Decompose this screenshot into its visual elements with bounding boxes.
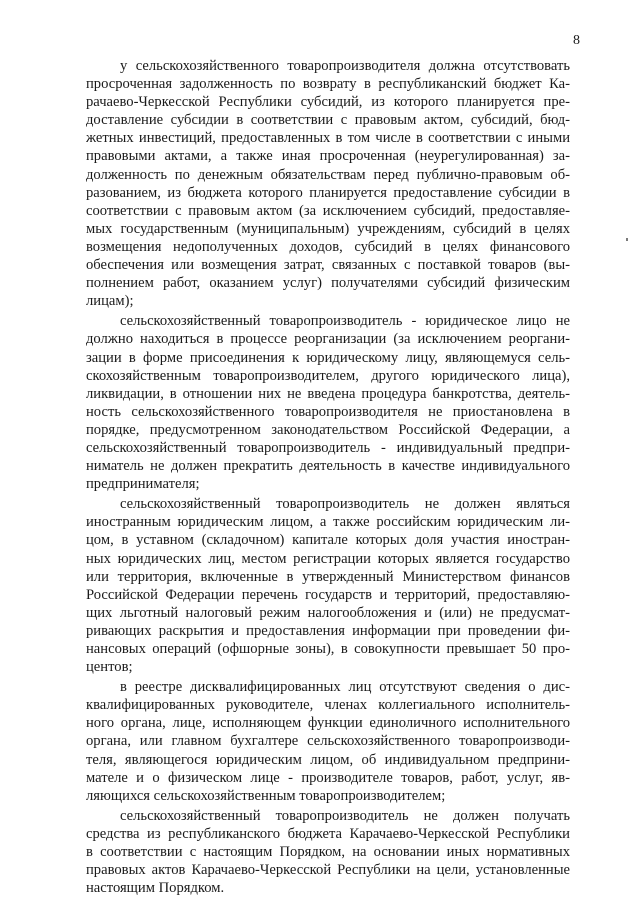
text-line: ность сельскохозяйственного товаропроизводителя не приостановлена в bbox=[86, 403, 570, 420]
text-line: Российской Федерации перечень государств и территорий, предоставляю- bbox=[86, 586, 570, 603]
text-line: ривающих раскрытия и предоставления информации при проведении фи- bbox=[86, 622, 570, 639]
text-line: зации в форме присоединения к юридическому лицу, являющемуся сель- bbox=[86, 349, 570, 366]
text-line: цом, в уставном (складочном) капитале которых доля участия иностран- bbox=[86, 532, 570, 549]
text-line: лицам); bbox=[86, 293, 134, 310]
paragraph bbox=[86, 495, 570, 676]
text-line: ляющихся сельскохозяйственным товаропроизводителем; bbox=[86, 787, 446, 804]
text-line: ных юридических лиц, местом регистрации которых является государство bbox=[86, 550, 570, 567]
text-line: доставление субсидии в соответствии с правовым актом, субсидий, бюд- bbox=[86, 112, 570, 129]
text-line: соответствии с правовым актом (за исключением субсидий, предоставляе- bbox=[86, 202, 570, 219]
text-line: органа, или главном бухгалтере сельскохозяйственного товаропроизводи- bbox=[86, 733, 570, 750]
text-line: рачаево-Черкесской Республики субсидий, из которого планируется пре- bbox=[86, 94, 570, 111]
text-line: правовых актов Карачаево-Черкесской Республики на цели, установленные bbox=[86, 862, 570, 879]
text-line: теля, являющегося юридическим лицом, об индивидуальном предприни- bbox=[86, 751, 570, 768]
text-line: сельскохозяйственный товаропроизводитель не должен являться bbox=[120, 496, 570, 513]
document-body bbox=[86, 57, 570, 897]
text-line: долженность по денежным обязательствам перед публично-правовым об- bbox=[86, 166, 570, 183]
text-line: сельскохозяйственный товаропроизводитель - юридическое лицо не bbox=[120, 313, 570, 330]
text-line: у сельскохозяйственного товаропроизводителя должна отсутствовать bbox=[120, 58, 570, 74]
text-line: настоящим Порядком. bbox=[86, 880, 225, 897]
text-line: скохозяйственным товаропроизводителем, другого юридического лица), bbox=[86, 367, 570, 384]
paragraph bbox=[86, 312, 570, 493]
text-line: обеспечения или возмещения затрат, связанных с поставкой товаров (вы- bbox=[86, 257, 570, 274]
text-line: порядке, предусмотренном законодательством Российской Федерации, а bbox=[86, 421, 570, 438]
text-line: нансовых операций (офшорные зоны), в совокупности превышает 50 про- bbox=[86, 641, 570, 657]
text-line: просроченная задолженность по возврату в республиканский бюджет Ка- bbox=[86, 76, 570, 93]
text-line: должно находиться в процессе реорганизации (за исключением реоргани- bbox=[86, 331, 570, 348]
paragraph bbox=[86, 57, 570, 310]
text-line: правовыми актами, а также иная просроченная (неурегулированная) за- bbox=[86, 148, 570, 165]
text-line: в соответствии с настоящим Порядком, на основании иных нормативных bbox=[86, 844, 570, 861]
text-line: возмещения недополученных доходов, субсидий в целях финансового bbox=[86, 238, 570, 255]
text-line: полнением работ, оказанием услуг) получателями субсидий физическим bbox=[86, 275, 570, 292]
paragraph bbox=[86, 807, 570, 897]
text-line: ного органа, лице, исполняющем функции единоличного исполнительного bbox=[86, 715, 570, 732]
text-line: мых государственным (муниципальным) учреждениям, субсидий в целях bbox=[86, 220, 570, 237]
text-line: сельскохозяйственный товаропроизводитель - индивидуальный предпри- bbox=[86, 439, 570, 456]
paragraph bbox=[86, 678, 570, 805]
text-line: разованием, из бюджета которого планируется предоставление субсидии в bbox=[86, 184, 570, 201]
text-line: сельскохозяйственный товаропроизводитель не должен получать bbox=[120, 807, 570, 824]
scan-speck bbox=[626, 238, 628, 241]
page-number: 8 bbox=[573, 33, 580, 48]
text-line: в реестре дисквалифицированных лиц отсутствуют сведения о дис- bbox=[120, 679, 570, 696]
text-line: или территория, включенные в утвержденный Министерством финансов bbox=[86, 568, 570, 585]
text-line: щих льготный налоговый режим налогообложения и (или) не предусмат- bbox=[86, 604, 570, 621]
text-line: ликвидации, в отношении них не введена процедура банкротства, деятель- bbox=[86, 385, 570, 402]
text-line: средства из республиканского бюджета Карачаево-Черкесской Республики bbox=[86, 825, 570, 842]
text-line: центов; bbox=[86, 659, 133, 676]
text-line: ниматель не должен прекратить деятельность в качестве индивидуального bbox=[86, 458, 570, 475]
text-line: мателе и о физическом лице - производителе товаров, работ, услуг, яв- bbox=[86, 769, 570, 786]
text-line: квалифицированных руководителе, членах коллегиального исполнитель- bbox=[86, 697, 570, 714]
text-line: жетных инвестиций, предоставленных в том числе в соответствии с иными bbox=[86, 130, 570, 147]
text-line: иностранным юридическим лицом, а также российским юридическим ли- bbox=[86, 514, 570, 531]
text-line: предпринимателя; bbox=[86, 476, 200, 493]
